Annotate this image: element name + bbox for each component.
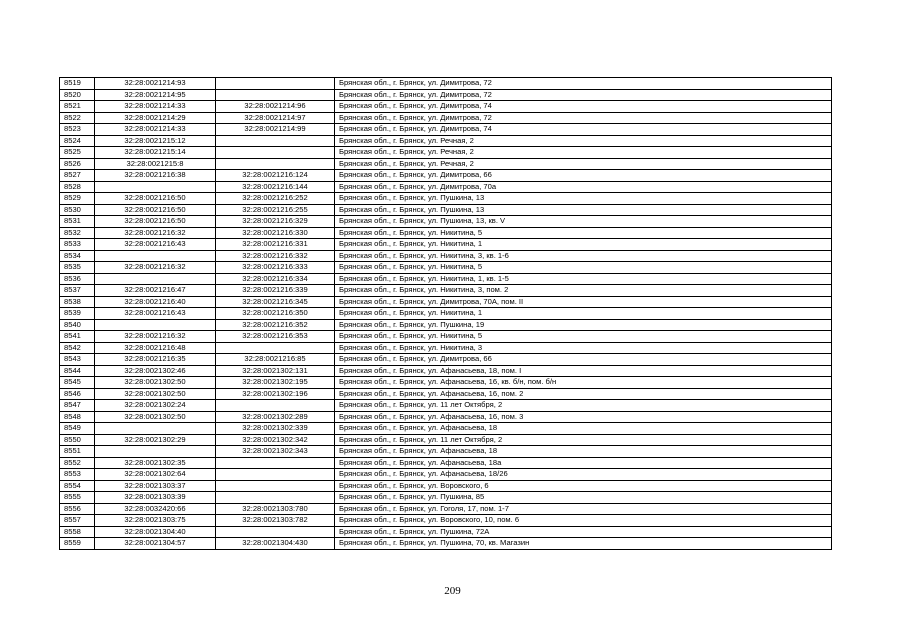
- land-cadastral-number-cell: 32:28:0021302:50: [95, 388, 216, 400]
- row-number-cell: 8546: [60, 388, 95, 400]
- object-cadastral-number-cell: 32:28:0021216:339: [216, 285, 335, 297]
- address-cell: Брянская обл., г. Брянск, ул. 11 лет Октября, 2: [335, 434, 832, 446]
- address-cell: Брянская обл., г. Брянск, ул. Речная, 2: [335, 147, 832, 159]
- land-cadastral-number-cell: 32:28:0021214:93: [95, 78, 216, 90]
- table-row: [60, 216, 832, 228]
- address-cell: Брянская обл., г. Брянск, ул. Никитина, 5: [335, 331, 832, 343]
- address-cell: Брянская обл., г. Брянск, ул. Пушкина, 13: [335, 204, 832, 216]
- row-number-cell: 8522: [60, 112, 95, 124]
- address-cell: Брянская обл., г. Брянск, ул. Афанасьева, 18: [335, 423, 832, 435]
- address-cell: Брянская обл., г. Брянск, ул. Никитина, 3, пом. 2: [335, 285, 832, 297]
- object-cadastral-number-cell: 32:28:0021302:343: [216, 446, 335, 458]
- land-cadastral-number-cell: 32:28:0032420:66: [95, 503, 216, 515]
- land-cadastral-number-cell: 32:28:0021216:38: [95, 170, 216, 182]
- address-cell: Брянская обл., г. Брянск, ул. Никитина, 5: [335, 227, 832, 239]
- row-number-cell: 8523: [60, 124, 95, 136]
- address-cell: Брянская обл., г. Брянск, ул. Димитрова, 72: [335, 78, 832, 90]
- table-row: [60, 227, 832, 239]
- address-cell: Брянская обл., г. Брянск, ул. Никитина, 1: [335, 239, 832, 251]
- object-cadastral-number-cell: 32:28:0021216:334: [216, 273, 335, 285]
- row-number-cell: 8553: [60, 469, 95, 481]
- land-cadastral-number-cell: 32:28:0021216:47: [95, 285, 216, 297]
- land-cadastral-number-cell: 32:28:0021216:35: [95, 354, 216, 366]
- row-number-cell: 8534: [60, 250, 95, 262]
- land-cadastral-number-cell: 32:28:0021216:32: [95, 262, 216, 274]
- object-cadastral-number-cell: 32:28:0021302:289: [216, 411, 335, 423]
- row-number-cell: 8554: [60, 480, 95, 492]
- table-row: [60, 135, 832, 147]
- address-cell: Брянская обл., г. Брянск, ул. Гоголя, 17, пом. 1-7: [335, 503, 832, 515]
- land-cadastral-number-cell: 32:28:0021216:48: [95, 342, 216, 354]
- table-row: [60, 273, 832, 285]
- land-cadastral-number-cell: 32:28:0021214:33: [95, 101, 216, 113]
- land-cadastral-number-cell: 32:28:0021303:39: [95, 492, 216, 504]
- land-cadastral-number-cell: 32:28:0021214:95: [95, 89, 216, 101]
- table-row: [60, 503, 832, 515]
- land-cadastral-number-cell: 32:28:0021216:50: [95, 204, 216, 216]
- table-row: [60, 124, 832, 136]
- land-cadastral-number-cell: 32:28:0021302:50: [95, 411, 216, 423]
- registry-table: [59, 77, 832, 550]
- object-cadastral-number-cell: [216, 342, 335, 354]
- row-number-cell: 8540: [60, 319, 95, 331]
- land-cadastral-number-cell: 32:28:0021302:64: [95, 469, 216, 481]
- object-cadastral-number-cell: 32:28:0021216:252: [216, 193, 335, 205]
- object-cadastral-number-cell: 32:28:0021302:342: [216, 434, 335, 446]
- land-cadastral-number-cell: 32:28:0021215:12: [95, 135, 216, 147]
- address-cell: Брянская обл., г. Брянск, ул. Никитина, 3: [335, 342, 832, 354]
- object-cadastral-number-cell: 32:28:0021214:99: [216, 124, 335, 136]
- row-number-cell: 8556: [60, 503, 95, 515]
- object-cadastral-number-cell: 32:28:0021216:329: [216, 216, 335, 228]
- address-cell: Брянская обл., г. Брянск, ул. Никитина, 1: [335, 308, 832, 320]
- table-row: [60, 423, 832, 435]
- land-cadastral-number-cell: [95, 250, 216, 262]
- land-cadastral-number-cell: 32:28:0021214:29: [95, 112, 216, 124]
- object-cadastral-number-cell: [216, 526, 335, 538]
- row-number-cell: 8529: [60, 193, 95, 205]
- address-cell: Брянская обл., г. Брянск, ул. Речная, 2: [335, 135, 832, 147]
- object-cadastral-number-cell: 32:28:0021216:331: [216, 239, 335, 251]
- table-row: [60, 411, 832, 423]
- table-row: [60, 526, 832, 538]
- row-number-cell: 8528: [60, 181, 95, 193]
- object-cadastral-number-cell: 32:28:0021216:345: [216, 296, 335, 308]
- row-number-cell: 8542: [60, 342, 95, 354]
- table-row: [60, 308, 832, 320]
- table-row: [60, 170, 832, 182]
- address-cell: Брянская обл., г. Брянск, ул. Димитрова, 74: [335, 124, 832, 136]
- table-row: [60, 262, 832, 274]
- table-row: [60, 365, 832, 377]
- row-number-cell: 8527: [60, 170, 95, 182]
- table-row: [60, 388, 832, 400]
- address-cell: Брянская обл., г. Брянск, ул. Воровского, 6: [335, 480, 832, 492]
- land-cadastral-number-cell: 32:28:0021303:75: [95, 515, 216, 527]
- land-cadastral-number-cell: 32:28:0021216:43: [95, 239, 216, 251]
- row-number-cell: 8549: [60, 423, 95, 435]
- row-number-cell: 8547: [60, 400, 95, 412]
- table-row: [60, 457, 832, 469]
- table-row: [60, 147, 832, 159]
- land-cadastral-number-cell: [95, 423, 216, 435]
- address-cell: Брянская обл., г. Брянск, ул. Никитина, 5: [335, 262, 832, 274]
- table-row: [60, 319, 832, 331]
- row-number-cell: 8530: [60, 204, 95, 216]
- row-number-cell: 8555: [60, 492, 95, 504]
- address-cell: Брянская обл., г. Брянск, ул. Пушкина, 13: [335, 193, 832, 205]
- object-cadastral-number-cell: 32:28:0021216:352: [216, 319, 335, 331]
- land-cadastral-number-cell: [95, 273, 216, 285]
- address-cell: Брянская обл., г. Брянск, ул. Афанасьева, 18а: [335, 457, 832, 469]
- object-cadastral-number-cell: 32:28:0021216:353: [216, 331, 335, 343]
- row-number-cell: 8545: [60, 377, 95, 389]
- row-number-cell: 8550: [60, 434, 95, 446]
- land-cadastral-number-cell: 32:28:0021215:8: [95, 158, 216, 170]
- row-number-cell: 8557: [60, 515, 95, 527]
- object-cadastral-number-cell: 32:28:0021216:350: [216, 308, 335, 320]
- table-row: [60, 204, 832, 216]
- table-row: [60, 377, 832, 389]
- table-row: [60, 112, 832, 124]
- address-cell: Брянская обл., г. Брянск, ул. Димитрова, 70а: [335, 181, 832, 193]
- table-row: [60, 515, 832, 527]
- address-cell: Брянская обл., г. Брянск, ул. Пушкина, 70, кв. Магазин: [335, 538, 832, 550]
- row-number-cell: 8521: [60, 101, 95, 113]
- address-cell: Брянская обл., г. Брянск, ул. Пушкина, 19: [335, 319, 832, 331]
- object-cadastral-number-cell: [216, 78, 335, 90]
- table-row: [60, 285, 832, 297]
- row-number-cell: 8543: [60, 354, 95, 366]
- table-row: [60, 296, 832, 308]
- table-row: [60, 354, 832, 366]
- object-cadastral-number-cell: 32:28:0021216:144: [216, 181, 335, 193]
- address-cell: Брянская обл., г. Брянск, ул. Димитрова, 72: [335, 112, 832, 124]
- row-number-cell: 8541: [60, 331, 95, 343]
- row-number-cell: 8520: [60, 89, 95, 101]
- address-cell: Брянская обл., г. Брянск, ул. 11 лет Октября, 2: [335, 400, 832, 412]
- row-number-cell: 8533: [60, 239, 95, 251]
- row-number-cell: 8544: [60, 365, 95, 377]
- object-cadastral-number-cell: 32:28:0021216:124: [216, 170, 335, 182]
- row-number-cell: 8539: [60, 308, 95, 320]
- address-cell: Брянская обл., г. Брянск, ул. Димитрова, 66: [335, 170, 832, 182]
- object-cadastral-number-cell: 32:28:0021303:782: [216, 515, 335, 527]
- land-cadastral-number-cell: 32:28:0021215:14: [95, 147, 216, 159]
- object-cadastral-number-cell: [216, 480, 335, 492]
- table-row: [60, 538, 832, 550]
- table-row: [60, 158, 832, 170]
- object-cadastral-number-cell: 32:28:0021216:330: [216, 227, 335, 239]
- object-cadastral-number-cell: 32:28:0021216:255: [216, 204, 335, 216]
- land-cadastral-number-cell: [95, 319, 216, 331]
- land-cadastral-number-cell: 32:28:0021216:43: [95, 308, 216, 320]
- table-row: [60, 446, 832, 458]
- table-row: [60, 193, 832, 205]
- row-number-cell: 8526: [60, 158, 95, 170]
- table-row: [60, 250, 832, 262]
- land-cadastral-number-cell: 32:28:0021216:32: [95, 331, 216, 343]
- table-row: [60, 78, 832, 90]
- land-cadastral-number-cell: 32:28:0021302:35: [95, 457, 216, 469]
- object-cadastral-number-cell: 32:28:0021214:96: [216, 101, 335, 113]
- land-cadastral-number-cell: 32:28:0021303:37: [95, 480, 216, 492]
- address-cell: Брянская обл., г. Брянск, ул. Димитрова, 72: [335, 89, 832, 101]
- land-cadastral-number-cell: 32:28:0021304:40: [95, 526, 216, 538]
- address-cell: Брянская обл., г. Брянск, ул. Афанасьева, 18/26: [335, 469, 832, 481]
- object-cadastral-number-cell: 32:28:0021302:131: [216, 365, 335, 377]
- table-row: [60, 492, 832, 504]
- land-cadastral-number-cell: 32:28:0021216:32: [95, 227, 216, 239]
- table-row: [60, 480, 832, 492]
- land-cadastral-number-cell: 32:28:0021216:40: [95, 296, 216, 308]
- row-number-cell: 8552: [60, 457, 95, 469]
- table-row: [60, 400, 832, 412]
- land-cadastral-number-cell: 32:28:0021302:50: [95, 377, 216, 389]
- table-row: [60, 89, 832, 101]
- row-number-cell: 8531: [60, 216, 95, 228]
- row-number-cell: 8532: [60, 227, 95, 239]
- object-cadastral-number-cell: 32:28:0021216:333: [216, 262, 335, 274]
- land-cadastral-number-cell: 32:28:0021302:29: [95, 434, 216, 446]
- object-cadastral-number-cell: 32:28:0021302:195: [216, 377, 335, 389]
- table-row: [60, 469, 832, 481]
- registry-table-body: [60, 78, 832, 550]
- table-row: [60, 239, 832, 251]
- address-cell: Брянская обл., г. Брянск, ул. Никитина, 1, кв. 1-5: [335, 273, 832, 285]
- object-cadastral-number-cell: 32:28:0021216:85: [216, 354, 335, 366]
- object-cadastral-number-cell: 32:28:0021304:430: [216, 538, 335, 550]
- land-cadastral-number-cell: 32:28:0021302:24: [95, 400, 216, 412]
- land-cadastral-number-cell: 32:28:0021302:46: [95, 365, 216, 377]
- address-cell: Брянская обл., г. Брянск, ул. Пушкина, 13, кв. V: [335, 216, 832, 228]
- table-row: [60, 342, 832, 354]
- address-cell: Брянская обл., г. Брянск, ул. Димитрова, 74: [335, 101, 832, 113]
- row-number-cell: 8551: [60, 446, 95, 458]
- row-number-cell: 8538: [60, 296, 95, 308]
- table-row: [60, 434, 832, 446]
- address-cell: Брянская обл., г. Брянск, ул. Никитина, 3, кв. 1-6: [335, 250, 832, 262]
- row-number-cell: 8559: [60, 538, 95, 550]
- object-cadastral-number-cell: 32:28:0021303:780: [216, 503, 335, 515]
- address-cell: Брянская обл., г. Брянск, ул. Пушкина, 85: [335, 492, 832, 504]
- row-number-cell: 8535: [60, 262, 95, 274]
- address-cell: Брянская обл., г. Брянск, ул. Воровского, 10, пом. 6: [335, 515, 832, 527]
- object-cadastral-number-cell: 32:28:0021216:332: [216, 250, 335, 262]
- land-cadastral-number-cell: [95, 181, 216, 193]
- row-number-cell: 8525: [60, 147, 95, 159]
- land-cadastral-number-cell: [95, 446, 216, 458]
- object-cadastral-number-cell: 32:28:0021214:97: [216, 112, 335, 124]
- object-cadastral-number-cell: [216, 135, 335, 147]
- object-cadastral-number-cell: 32:28:0021302:339: [216, 423, 335, 435]
- address-cell: Брянская обл., г. Брянск, ул. Пушкина, 72А: [335, 526, 832, 538]
- row-number-cell: 8558: [60, 526, 95, 538]
- land-cadastral-number-cell: 32:28:0021216:50: [95, 193, 216, 205]
- object-cadastral-number-cell: [216, 158, 335, 170]
- table-row: [60, 331, 832, 343]
- object-cadastral-number-cell: 32:28:0021302:196: [216, 388, 335, 400]
- object-cadastral-number-cell: [216, 400, 335, 412]
- row-number-cell: 8548: [60, 411, 95, 423]
- address-cell: Брянская обл., г. Брянск, ул. Афанасьева, 16, пом. 2: [335, 388, 832, 400]
- object-cadastral-number-cell: [216, 492, 335, 504]
- address-cell: Брянская обл., г. Брянск, ул. Афанасьева, 18, пом. I: [335, 365, 832, 377]
- address-cell: Брянская обл., г. Брянск, ул. Димитрова, 70А, пом. II: [335, 296, 832, 308]
- row-number-cell: 8537: [60, 285, 95, 297]
- row-number-cell: 8524: [60, 135, 95, 147]
- object-cadastral-number-cell: [216, 89, 335, 101]
- object-cadastral-number-cell: [216, 147, 335, 159]
- page-number: 209: [444, 585, 461, 597]
- address-cell: Брянская обл., г. Брянск, ул. Афанасьева, 16, кв. б/н, пом. б/н: [335, 377, 832, 389]
- address-cell: Брянская обл., г. Брянск, ул. Димитрова, 66: [335, 354, 832, 366]
- land-cadastral-number-cell: 32:28:0021214:33: [95, 124, 216, 136]
- land-cadastral-number-cell: 32:28:0021304:57: [95, 538, 216, 550]
- table-row: [60, 101, 832, 113]
- table-row: [60, 181, 832, 193]
- address-cell: Брянская обл., г. Брянск, ул. Афанасьева, 16, пом. 3: [335, 411, 832, 423]
- address-cell: Брянская обл., г. Брянск, ул. Речная, 2: [335, 158, 832, 170]
- object-cadastral-number-cell: [216, 469, 335, 481]
- land-cadastral-number-cell: 32:28:0021216:50: [95, 216, 216, 228]
- row-number-cell: 8519: [60, 78, 95, 90]
- address-cell: Брянская обл., г. Брянск, ул. Афанасьева, 18: [335, 446, 832, 458]
- object-cadastral-number-cell: [216, 457, 335, 469]
- row-number-cell: 8536: [60, 273, 95, 285]
